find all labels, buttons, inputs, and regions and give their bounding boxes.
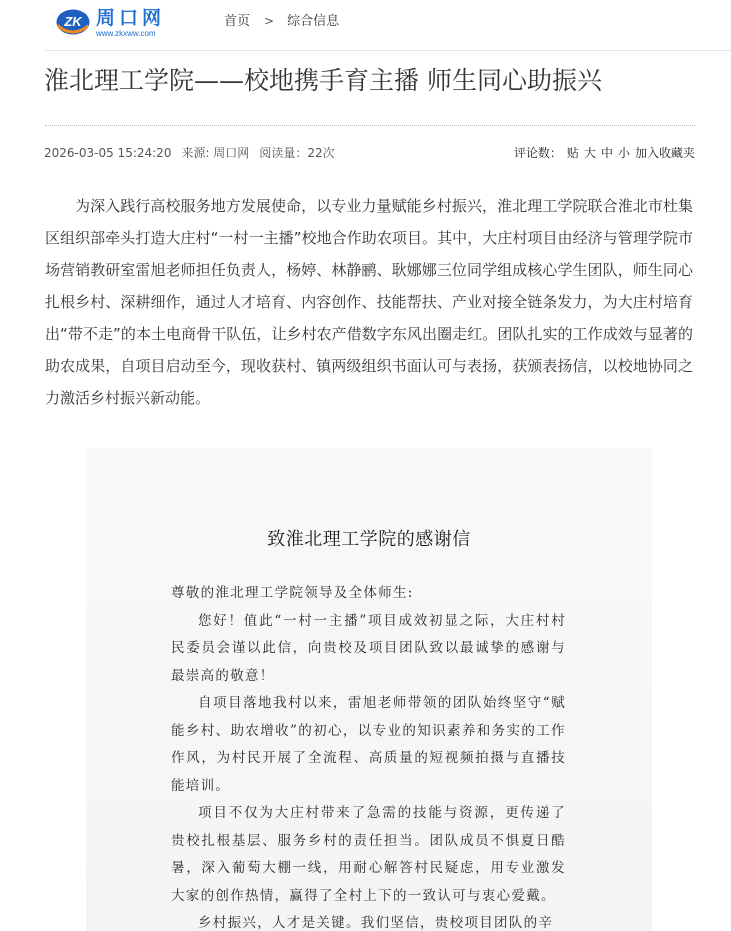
thank-you-letter-image — [86, 448, 652, 931]
breadcrumb-category[interactable]: 综合信息 — [287, 14, 340, 29]
comments-label: 评论数： — [513, 146, 562, 160]
letter-body — [171, 580, 566, 931]
header-divider — [45, 50, 731, 51]
letter-paragraph: 乡村振兴，人才是关键。我们坚信，贵校项目团队的辛 — [198, 915, 554, 931]
read-count: 阅读量：22次 — [259, 146, 335, 160]
site-header — [0, 0, 731, 50]
font-size-medium[interactable]: 中 — [600, 146, 613, 160]
logo-name: 周口网 — [96, 7, 166, 29]
letter-title: 致淮北理工学院的感谢信 — [267, 529, 471, 550]
site-logo[interactable] — [56, 7, 171, 39]
letter-paragraph: 项目不仅为大庄村带来了急需的技能与资源，更传递了贵校扎根基层、服务乡村的责任担当。团队成员不惧夏日酷暑，深入葡萄大棚一线，用耐心解答村民疑虑，用专业激发大家的创作热情，赢得了全村上下的一致认可与衷心爱戴。 — [171, 805, 566, 904]
post-comment-link[interactable]: 贴 — [566, 146, 579, 160]
font-size-small[interactable]: 小 — [617, 146, 630, 160]
article-tools — [514, 145, 695, 161]
article-source: 来源: 周口网 — [181, 146, 250, 160]
breadcrumb — [224, 12, 339, 31]
logo-url: www.zkxww.com — [96, 29, 156, 38]
font-size-large[interactable]: 大 — [583, 146, 596, 160]
letter-paragraph: 您好！值此“一村一主播”项目成效初显之际，大庄村村民委员会谨以此信，向贵校及项目团队致以最诚挚的感谢与最崇高的敬意！ — [171, 612, 566, 684]
chevron-right-icon: > — [264, 14, 275, 28]
publish-date: 2026-03-05 15:24:20 — [44, 146, 172, 160]
svg-text:ZK: ZK — [64, 14, 82, 29]
article-meta — [44, 145, 345, 161]
add-favorite-link[interactable]: 加入收藏夹 — [634, 146, 695, 160]
breadcrumb-home[interactable]: 首页 — [224, 14, 251, 29]
letter-paragraph: 自项目落地我村以来，雷旭老师带领的团队始终坚守“赋能乡村、助农增收”的初心，以专业的知识素养和务实的工作作风，为村民开展了全流程、高质量的短视频拍摄与直播技能培训。 — [171, 695, 566, 794]
title-divider — [45, 125, 695, 126]
article-body — [45, 190, 693, 414]
letter-salutation: 尊敬的淮北理工学院领导及全体师生: — [171, 585, 414, 601]
logo-badge-icon — [56, 9, 90, 35]
article-paragraph: 为深入践行高校服务地方发展使命，以专业力量赋能乡村振兴，淮北理工学院联合淮北市杜集区组织部牵头打造大庄村“一村一主播”校地合作助农项目。其中，大庄村项目由经济与管理学院市场营销教研室雷旭老师担任负责人，杨婷、林静鹂、耿娜娜三位同学组成核心学生团队，师生同心扎根乡村、深耕细作，通过人才培育、内容创作、技能帮扶、产业对接全链条发力，为大庄村培育出“带不走”的本土电商骨干队伍，让乡村农产借数字东风出圈走红。团队扎实的工作成效与显著的助农成果，自项目启动至今，现收获村、镇两级组织书面认可与表扬，获颁表扬信，以校地协同之力激活乡村振兴新动能。 — [45, 197, 693, 407]
article-title: 淮北理工学院——校地携手育主播 师生同心助振兴 — [44, 66, 602, 95]
